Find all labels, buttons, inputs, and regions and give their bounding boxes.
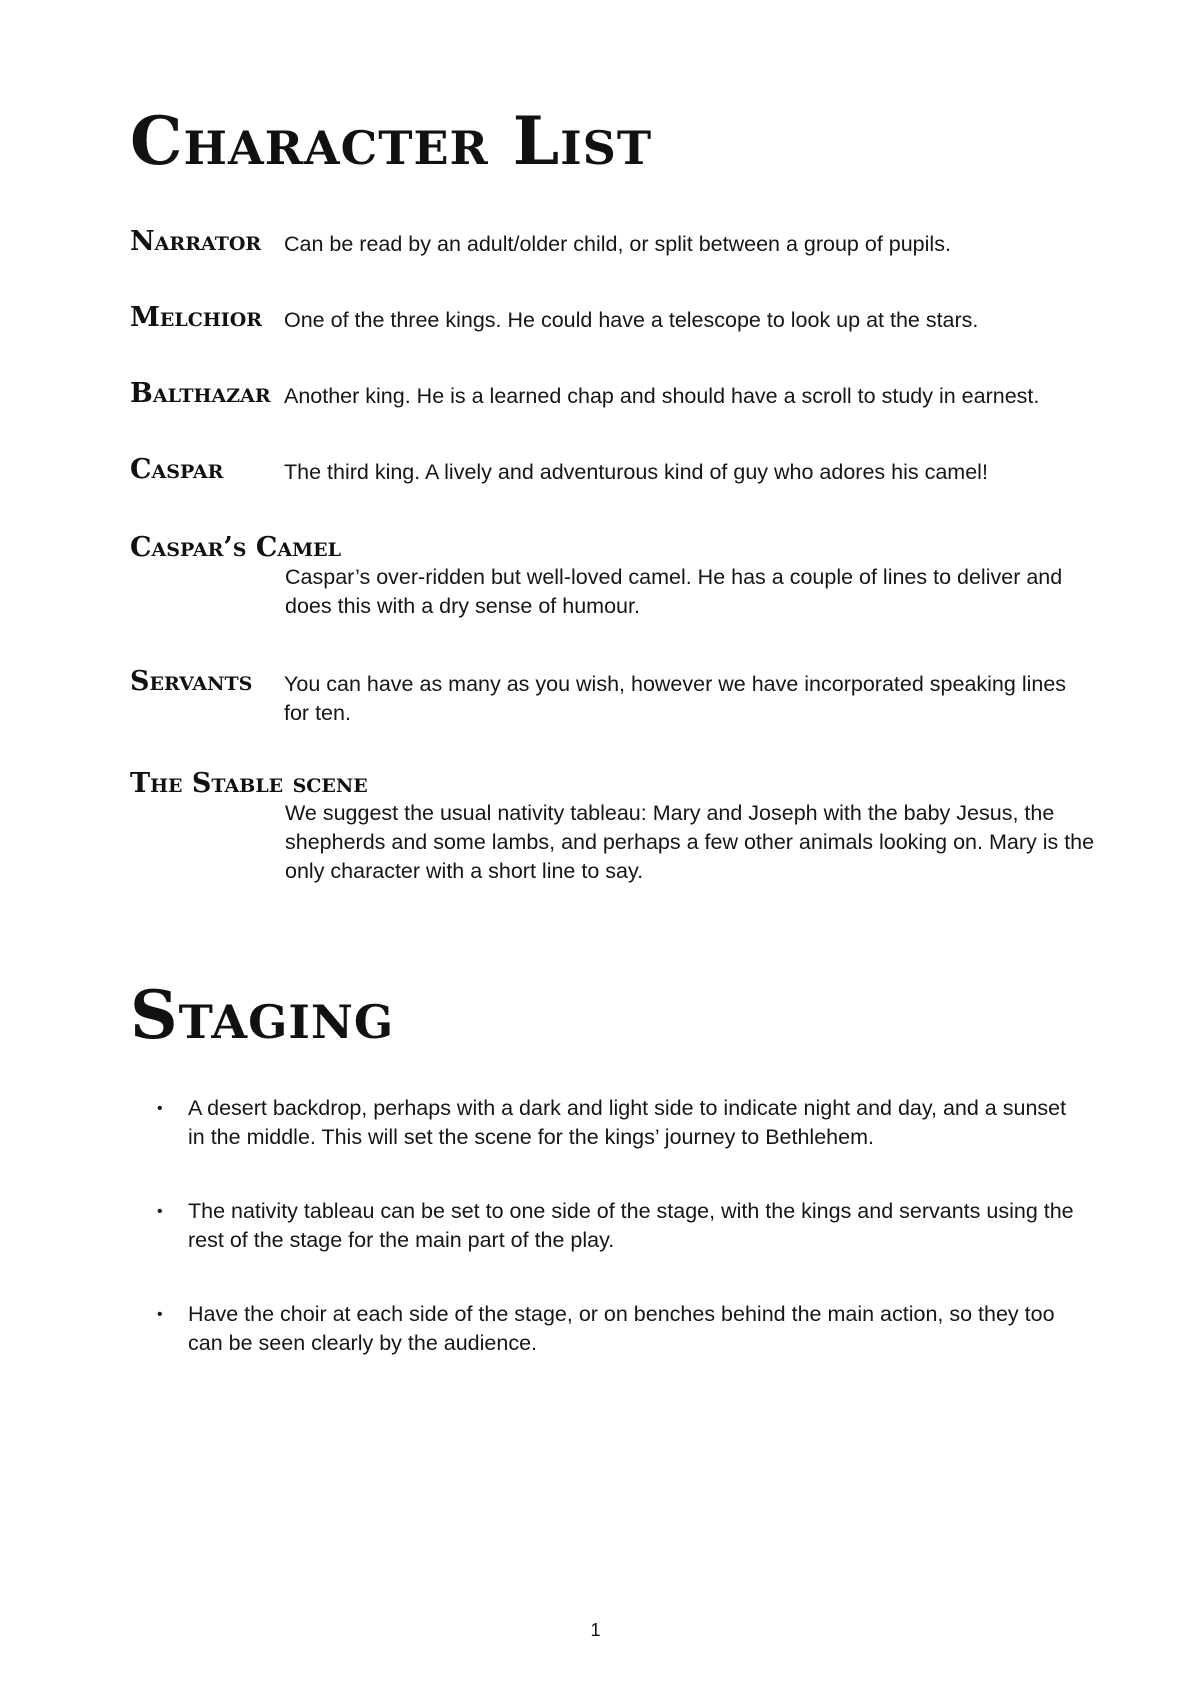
bullet-icon: • — [157, 1203, 163, 1220]
character-entry-caspars-camel — [130, 534, 1090, 621]
bullet-icon: • — [157, 1306, 163, 1323]
staging-item-text: A desert backdrop, perhaps with a dark and light side to indicate night and day, and a sunset in the middle. This will set the scene for the kings’ journey to Bethlehem. — [188, 1096, 1067, 1149]
character-description: The third king. A lively and adventurous kind of guy who adores his camel! — [284, 460, 988, 484]
character-description: One of the three kings. He could have a telescope to look up at the stars. — [284, 308, 979, 332]
character-name: The Stable scene — [130, 768, 368, 799]
character-description: Caspar’s over-ridden but well-loved camel. He has a couple of lines to deliver and does this with a dry sense of humour. — [285, 565, 1063, 618]
character-entry-stable-scene — [130, 768, 1095, 886]
character-name: Caspar — [130, 454, 224, 485]
staging-item-text: Have the choir at each side of the stage, or on benches behind the main action, so they too can be seen clearly by the audience. — [188, 1302, 1055, 1355]
character-description: Can be read by an adult/older child, or split between a group of pupils. — [284, 232, 951, 256]
staging-item — [130, 1197, 1080, 1255]
character-name: Balthazar — [130, 378, 271, 409]
character-description: You can have as many as you wish, however we have incorporated speaking lines for ten. — [284, 672, 1067, 725]
staging-heading: Staging — [130, 976, 395, 1054]
page-number: 1 — [590, 1620, 601, 1640]
character-list-heading: Character List — [130, 102, 653, 180]
character-description: Another king. He is a learned chap and should have a scroll to study in earnest. — [284, 384, 1040, 408]
character-name: Melchior — [130, 302, 263, 333]
character-name: Caspar’s Camel — [130, 532, 342, 563]
bullet-icon: • — [157, 1100, 163, 1117]
character-name: Narrator — [130, 226, 262, 257]
staging-list — [130, 1094, 1080, 1403]
staging-item-text: The nativity tableau can be set to one side of the stage, with the kings and servants using the rest of the stage for the main part of the play. — [188, 1199, 1074, 1252]
staging-item — [130, 1094, 1080, 1152]
staging-item — [130, 1300, 1080, 1358]
character-name: Servants — [130, 666, 253, 697]
character-description: We suggest the usual nativity tableau: Mary and Joseph with the baby Jesus, the shepherds and some lambs, and perhaps a few other animals looking on. Mary is the only character with a short line to say. — [285, 801, 1095, 883]
